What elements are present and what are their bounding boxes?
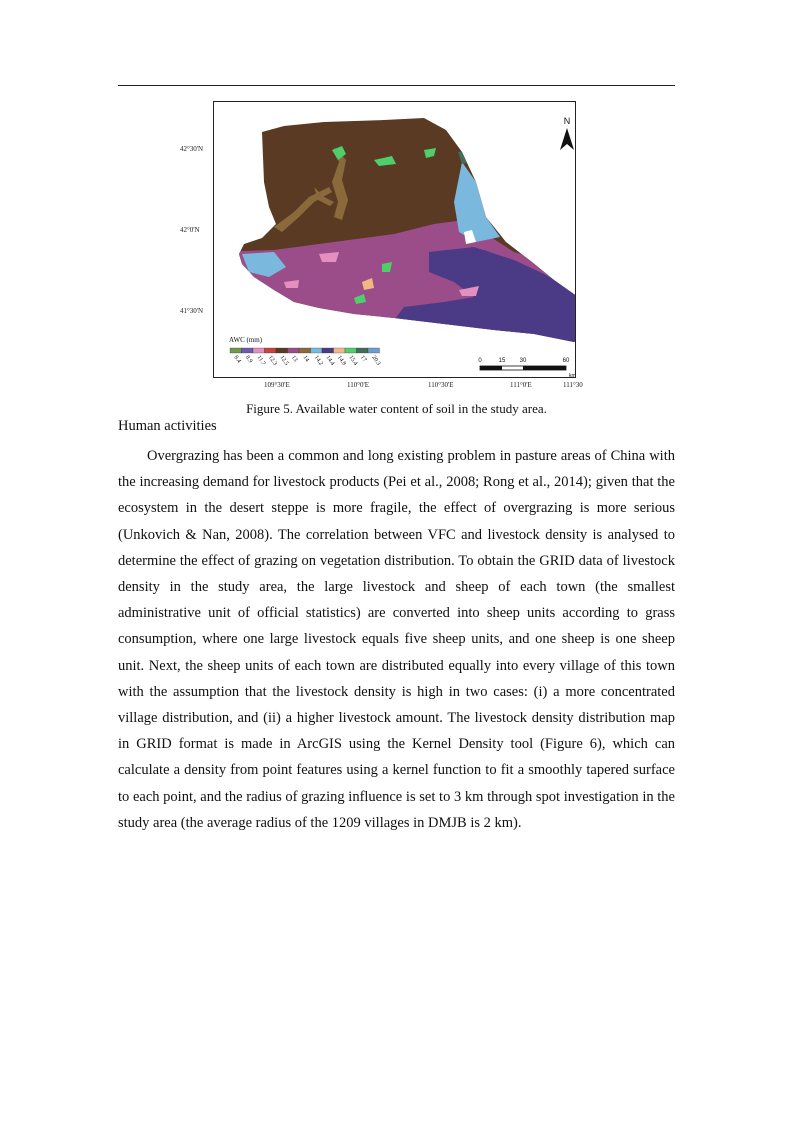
scale-bar-segment bbox=[480, 366, 502, 370]
legend-swatch bbox=[230, 348, 242, 353]
longitude-label: 109°30'E bbox=[264, 381, 290, 389]
legend-swatch bbox=[242, 348, 254, 353]
scale-unit-label: km bbox=[569, 373, 576, 379]
legend-label: 13 bbox=[289, 354, 299, 364]
legend-swatch bbox=[368, 348, 380, 353]
legend-swatch bbox=[334, 348, 346, 353]
legend-label: 17 bbox=[358, 354, 368, 364]
legend-swatch bbox=[311, 348, 323, 353]
legend-label: 11.7 bbox=[255, 354, 267, 367]
legend-label: 20.3 bbox=[370, 354, 382, 367]
legend-swatch bbox=[299, 348, 311, 353]
scale-tick-label: 0 bbox=[478, 358, 482, 364]
section-heading: Human activities bbox=[118, 418, 217, 434]
longitude-label: 110°0'E bbox=[347, 381, 370, 389]
legend-label: 15.4 bbox=[347, 354, 359, 367]
latitude-label: 42°0'N bbox=[180, 226, 200, 234]
figure-caption: Figure 5. Available water content of soil in the study area. bbox=[246, 401, 547, 416]
north-arrow-icon bbox=[560, 128, 574, 150]
awc-legend bbox=[230, 348, 381, 367]
awc-zone-14-2 bbox=[454, 162, 500, 242]
legend-title: AWC (mm) bbox=[229, 336, 263, 344]
legend-label: 12.5 bbox=[278, 354, 290, 367]
longitude-label: 110°30'E bbox=[428, 381, 454, 389]
legend-label: 14.4 bbox=[324, 354, 336, 367]
latitude-label: 42°30'N bbox=[180, 145, 204, 153]
legend-label: 8.4 bbox=[232, 354, 242, 365]
latitude-label: 41°30'N bbox=[180, 307, 204, 315]
header-rule bbox=[118, 85, 675, 86]
body-paragraph: Overgrazing has been a common and long existing problem in pasture areas of China with the increasing demand for livestock products (Pei et al., 2008; Rong et al., 2014); given that the ecosystem in the desert steppe is more fragile, the effect of overgrazing is more serious (Unkovich & Nan, 2008). The correlation between VFC and livestock density is analysed to determine the effect of grazing on vegetation distribution. To obtain the GRID data of livestock density in the study area, the large livestock and sheep of each town (the smallest administrative unit of official statistics) are converted into sheep units according to grass consumption, where one large livestock equals five sheep units, and one sheep is one sheep unit. Next, the sheep units of each town are distributed equally into every village of this town with the assumption that the livestock density is high in two cases: (i) a more concentrated village distribution, and (ii) a higher livestock amount. The livestock density distribution map in GRID format is made in ArcGIS using the Kernel Density tool (Figure 6), which can calculate a density from point features using a kernel function to fit a smoothly tapered surface to each point, and the radius of grazing influence is set to 3 km through spot investigation in the study area (the average radius of the 1209 villages in DMJB is 2 km). bbox=[118, 448, 675, 831]
legend-label: 14.8 bbox=[335, 354, 347, 367]
legend-label: 12.3 bbox=[266, 354, 278, 367]
scale-bar-segment bbox=[523, 366, 566, 370]
legend-swatch bbox=[357, 348, 369, 353]
awc-map-figure bbox=[213, 101, 576, 378]
legend-swatch bbox=[345, 348, 357, 353]
scale-tick-label: 15 bbox=[498, 358, 506, 364]
longitude-label: 111°0'E bbox=[510, 381, 532, 389]
legend-swatch bbox=[265, 348, 277, 353]
legend-label: 14 bbox=[301, 354, 310, 364]
legend-swatch bbox=[322, 348, 334, 353]
legend-label: 8.9 bbox=[243, 354, 254, 365]
legend-swatch bbox=[276, 348, 288, 353]
awc-map bbox=[214, 102, 576, 378]
scale-tick-label: 60 bbox=[562, 358, 570, 364]
scale-tick-label: 30 bbox=[519, 358, 527, 364]
legend-swatch bbox=[253, 348, 265, 353]
legend-swatch bbox=[288, 348, 300, 353]
longitude-label: 111°30 bbox=[563, 381, 583, 389]
north-label: N bbox=[563, 116, 571, 126]
legend-label: 14.2 bbox=[312, 354, 324, 367]
